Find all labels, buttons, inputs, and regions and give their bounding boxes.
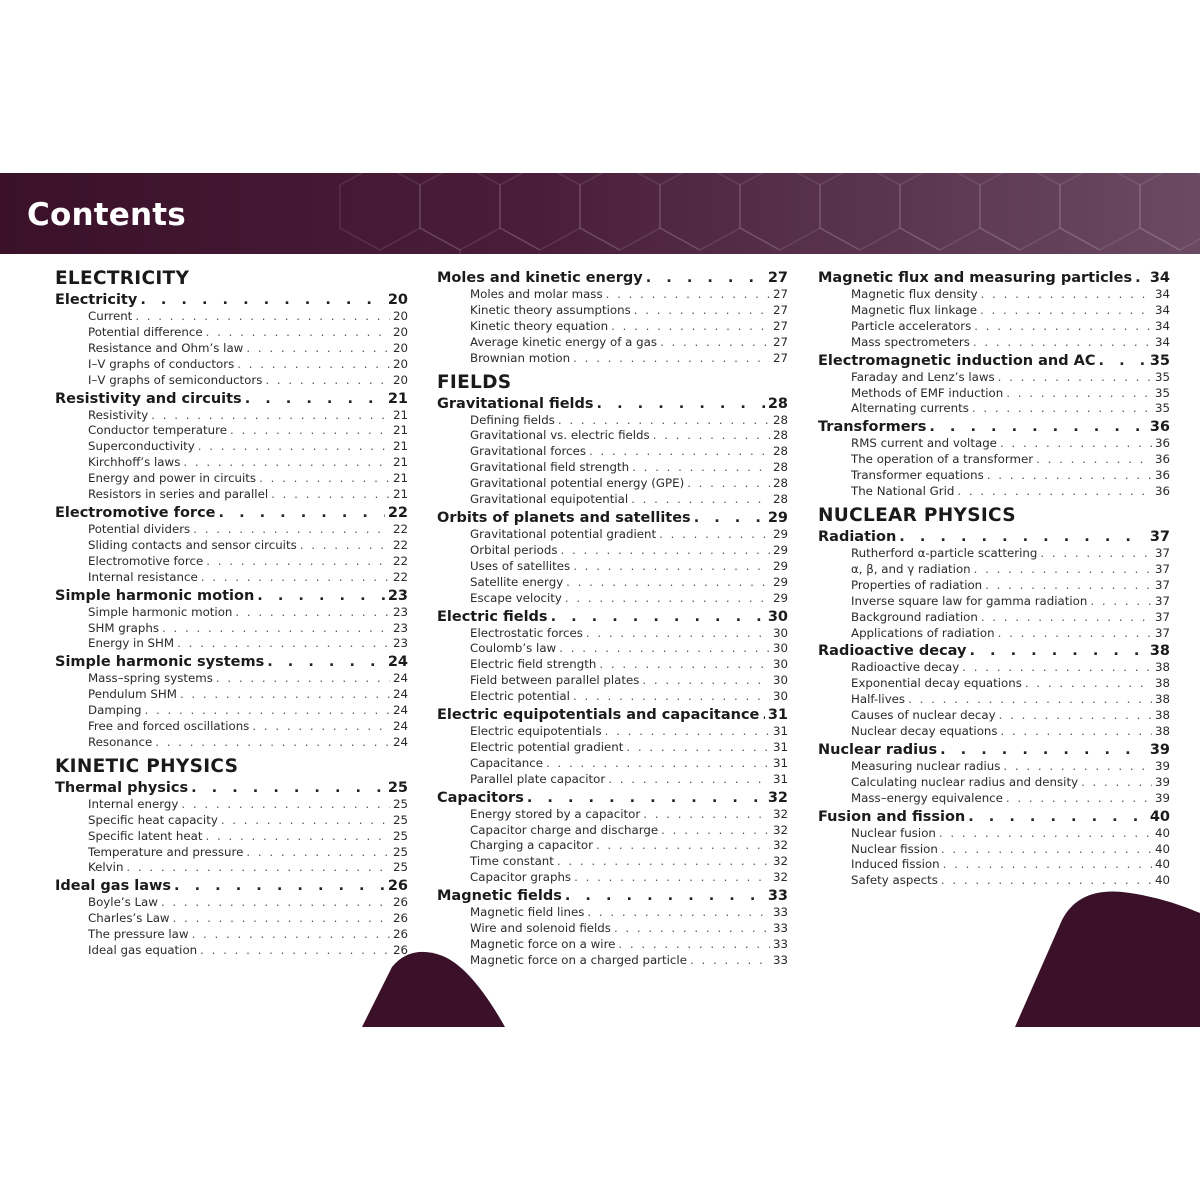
page-number: 28 [772,428,788,443]
entry-title: Mass–energy equivalence [851,790,1003,805]
page-number: 28 [772,476,788,491]
page-number: 38 [1154,660,1170,675]
entry-title: Resistors in series and parallel [88,487,269,502]
entry-title: Energy and power in circuits [88,471,257,486]
entry-title: Boyle’s Law [88,895,158,910]
entry-title: Conductor temperature [88,423,227,438]
page-number: 27 [767,270,788,286]
page-number: 40 [1154,857,1170,872]
entry-title: Charles’s Law [88,911,170,926]
entry-title: Escape velocity [470,590,562,605]
entry-title: Potential dividers [88,521,191,536]
entry-title: Fusion and fission [818,808,966,825]
entry-title: Internal energy [88,796,179,811]
entry-title: Gravitational field strength [470,460,630,475]
entry-title: Electric field strength [470,657,597,672]
page-number: 27 [772,334,788,349]
entry-title: Magnetic flux density [851,287,978,301]
page-number: 22 [387,504,408,521]
entry-title: Orbits of planets and satellites [437,509,691,526]
entry-title: Alternating currents [851,401,969,416]
entry-title: Kelvin [88,860,124,875]
entry-title: I–V graphs of semiconductors [88,372,263,387]
page-number: 25 [392,860,408,875]
page-number: 24 [387,654,408,671]
entry-title: Gravitational vs. electric fields [470,428,650,443]
entry-title: Coulomb’s law [470,641,557,656]
entry-title: Energy stored by a capacitor [470,806,641,821]
entry-title: Energy in SHM [88,636,175,651]
entry-title: Simple harmonic motion [55,587,255,604]
entry-title: Resistivity and circuits [55,390,242,407]
page-number: 37 [1154,609,1170,624]
page-number: 39 [1154,774,1170,789]
page-number: 26 [392,927,408,942]
page-number: 30 [772,657,788,672]
page-number: 28 [767,395,788,412]
entry-title: Magnetic force on a wire [470,937,616,951]
entry-title: Mass–spring systems [88,671,213,686]
entry-title: Superconductivity [88,439,195,454]
page-number: 24 [392,719,408,734]
page-number: 20 [392,356,408,371]
page-number: 38 [1154,692,1170,707]
entry-title: Uses of satellites [470,558,571,573]
entry-title: Capacitors [437,789,524,806]
page-number: 33 [772,952,788,967]
page-number: 38 [1154,724,1170,739]
entry-title: Mass spectrometers [851,334,970,349]
page-number: 22 [392,553,408,568]
page-number: 33 [772,905,788,920]
page-number: 26 [392,895,408,910]
page-number: 36 [1149,419,1170,436]
page-number: 27 [772,302,788,317]
page-number: 30 [772,673,788,688]
entry-title: Inverse square law for gamma radiation [851,593,1088,608]
page-number: 32 [772,806,788,821]
page-number: 30 [772,625,788,640]
entry-title: The operation of a transformer [851,452,1034,467]
page-number: 25 [392,796,408,811]
entry-title: Electric equipotentials and capacitance [437,707,760,724]
page-number: 33 [772,921,788,936]
entry-title: Damping [88,703,142,718]
entry-title: Satellite energy [470,574,564,589]
page-number: 34 [1149,270,1170,286]
entry-title: Properties of radiation [851,577,983,592]
entry-title: I–V graphs of conductors [88,356,235,371]
entry-title: Potential difference [88,324,203,339]
page-number: 27 [772,287,788,301]
page-number: 40 [1154,841,1170,856]
page-number: 37 [1154,593,1170,608]
page-number: 30 [767,608,788,625]
page-number: 20 [392,340,408,355]
page-number: 28 [772,444,788,459]
entry-title: Half-lives [851,692,906,707]
page-number: 21 [392,423,408,438]
page-number: 39 [1149,741,1170,758]
entry-title: Capacitance [470,755,544,770]
entry-title: Background radiation [851,609,978,624]
entry-title: Exponential decay equations [851,676,1022,691]
entry-title: Magnetic fields [437,888,562,905]
page-number: 35 [1154,401,1170,416]
page-number: 28 [772,460,788,475]
page-number: 26 [392,943,408,958]
page-number: 40 [1154,873,1170,888]
page-title: Contents [27,197,186,233]
entry-title: Kinetic theory equation [470,318,609,333]
page-number: 35 [1149,352,1170,369]
page-number: 40 [1149,808,1170,825]
page-number: 30 [772,689,788,704]
page-number: 29 [772,574,788,589]
entry-title: Specific heat capacity [88,812,218,827]
page-number: 23 [392,636,408,651]
entry-title: Calculating nuclear radius and density [851,774,1079,789]
page-number: 40 [1154,825,1170,840]
page-number: 37 [1154,545,1170,560]
page-number: 21 [392,439,408,454]
entry-title: Electric potential gradient [470,739,624,754]
entry-title: Faraday and Lenz’s laws [851,369,995,384]
entry-title: Specific latent heat [88,828,203,843]
entry-title: Nuclear decay equations [851,724,998,739]
page-number: 24 [392,734,408,749]
page-number: 25 [392,812,408,827]
entry-title: Simple harmonic motion [88,604,233,619]
entry-title: Electricity [55,292,138,308]
page-number: 31 [772,771,788,786]
page-number: 35 [1154,369,1170,384]
page-number: 32 [772,838,788,853]
page-number: 31 [772,755,788,770]
entry-title: Electric equipotentials [470,724,602,739]
entry-title: Transformer equations [851,468,984,483]
entry-title: Gravitational forces [470,444,587,459]
entry-title: Applications of radiation [851,625,995,640]
entry-title: Nuclear radius [818,741,938,758]
page-number: 32 [772,822,788,837]
page-number: 35 [1154,385,1170,400]
page-number: 34 [1154,318,1170,333]
entry-title: Gravitational equipotential [470,492,629,507]
page-number: 20 [392,324,408,339]
entry-title: Electromotive force [55,504,216,521]
entry-title: Transformers [818,419,927,436]
entry-title: Magnetic field lines [470,905,585,920]
page-number: 30 [772,641,788,656]
entry-title: Nuclear fission [851,841,938,856]
entry-title: Resonance [88,734,153,749]
entry-title: Safety aspects [851,873,938,888]
entry-title: Magnetic flux linkage [851,302,978,317]
page-number: 38 [1154,708,1170,723]
part-heading-nuclear-physics: NUCLEAR PHYSICS [818,504,1016,526]
page-number: 20 [387,292,408,308]
page-number: 24 [392,703,408,718]
page-number: 36 [1154,436,1170,451]
entry-title: The pressure law [88,927,189,942]
page-number: 22 [392,521,408,536]
page-number: 37 [1154,577,1170,592]
page-number: 29 [772,542,788,557]
entry-title: Orbital periods [470,542,558,557]
page-number: 34 [1154,302,1170,317]
page-number: 25 [392,844,408,859]
page-number: 29 [772,526,788,541]
page-number: 21 [392,471,408,486]
entry-title: Nuclear fusion [851,825,936,840]
entry-title: SHM graphs [88,620,159,635]
entry-title: Kirchhoff’s laws [88,455,181,470]
entry-title: Wire and solenoid fields [470,921,611,936]
entry-title: Free and forced oscillations [88,719,250,734]
entry-title: Magnetic flux and measuring particles [818,270,1133,286]
page-number: 29 [772,590,788,605]
page-number: 31 [767,707,788,724]
entry-title: Charging a capacitor [470,838,593,853]
page-number: 21 [387,390,408,407]
entry-title: Measuring nuclear radius [851,758,1001,773]
entry-title: Parallel plate capacitor [470,771,606,786]
entry-title: Brownian motion [470,350,571,365]
page-number: 31 [772,739,788,754]
entry-title: Gravitational potential gradient [470,526,657,541]
entry-title: Capacitor graphs [470,870,572,885]
page-number: 36 [1154,468,1170,483]
entry-title: Pendulum SHM [88,687,177,702]
page-number: 20 [392,309,408,323]
page-number: 21 [392,455,408,470]
entry-title: Electromagnetic induction and AC [818,352,1096,369]
entry-title: Temperature and pressure [88,844,244,859]
page-number: 29 [767,509,788,526]
entry-title: RMS current and voltage [851,436,997,451]
entry-title: Field between parallel plates [470,673,640,688]
entry-title: Radioactive decay [851,660,960,675]
page-number: 23 [392,604,408,619]
entry-title: Rutherford α-particle scattering [851,545,1038,560]
entry-title: Kinetic theory assumptions [470,302,631,317]
entry-title: Resistivity [88,407,149,422]
entry-title: Resistance and Ohm’s law [88,340,244,355]
page-number: 38 [1154,676,1170,691]
page-number: 26 [392,911,408,926]
page-number: 21 [392,407,408,422]
page-number: 22 [392,537,408,552]
entry-title: Ideal gas equation [88,943,198,958]
page-number: 22 [392,569,408,584]
page-number: 33 [767,888,788,905]
entry-title: Capacitor charge and discharge [470,822,659,837]
page-number: 32 [772,854,788,869]
part-heading-fields: FIELDS [437,371,512,393]
entry-title: Moles and kinetic energy [437,270,643,286]
page-number: 28 [772,412,788,427]
entry-title: Causes of nuclear decay [851,708,996,723]
entry-title: Internal resistance [88,569,198,584]
page-number: 24 [392,687,408,702]
entry-title: Moles and molar mass [470,287,603,301]
page-number: 39 [1154,790,1170,805]
entry-title: Gravitational potential energy (GPE) [470,476,685,491]
part-heading-electricity: ELECTRICITY [55,268,190,289]
page-number: 29 [772,558,788,573]
entry-title: Sliding contacts and sensor circuits [88,537,297,552]
page-number: 39 [1154,758,1170,773]
entry-title: Electromotive force [88,553,204,568]
page-number: 37 [1149,528,1170,545]
entry-title: Ideal gas laws [55,878,172,895]
entry-title: Particle accelerators [851,318,972,333]
entry-title: Electric fields [437,608,548,625]
page-number: 21 [392,487,408,502]
entry-title: Electric potential [470,689,570,704]
entry-title: Radiation [818,528,897,545]
entry-title: Induced fission [851,857,940,872]
page-number: 33 [772,937,788,951]
page-number: 38 [1149,643,1170,660]
entry-title: The National Grid [851,484,955,499]
page-number: 24 [392,671,408,686]
page-number: 36 [1154,452,1170,467]
page-number: 34 [1154,334,1170,349]
page-number: 34 [1154,287,1170,301]
entry-title: Simple harmonic systems [55,654,265,671]
page-number: 37 [1154,561,1170,576]
entry-title: Radioactive decay [818,643,967,660]
page-number: 37 [1154,625,1170,640]
page-number: 20 [392,372,408,387]
page-number: 27 [772,350,788,365]
page-number: 32 [767,789,788,806]
entry-title: Defining fields [470,412,555,427]
page-number: 27 [772,318,788,333]
entry-title: Gravitational fields [437,395,594,412]
page-number: 32 [772,870,788,885]
entry-title: Current [88,309,133,323]
part-heading-kinetic-physics: KINETIC PHYSICS [55,755,239,777]
entry-title: Magnetic force on a charged particle [470,952,687,967]
page-number: 31 [772,724,788,739]
page-number: 25 [392,828,408,843]
entry-title: Thermal physics [55,779,189,796]
entry-title: Electrostatic forces [470,625,583,640]
page-number: 26 [387,878,408,895]
entry-title: Average kinetic energy of a gas [470,334,657,349]
entry-title: Methods of EMF induction [851,385,1004,400]
page-number: 36 [1154,484,1170,499]
page-number: 23 [387,587,408,604]
entry-title: Time constant [470,854,554,869]
page-number: 28 [772,492,788,507]
page-number: 23 [392,620,408,635]
page-number: 25 [387,779,408,796]
entry-title: α, β, and γ radiation [851,561,971,576]
